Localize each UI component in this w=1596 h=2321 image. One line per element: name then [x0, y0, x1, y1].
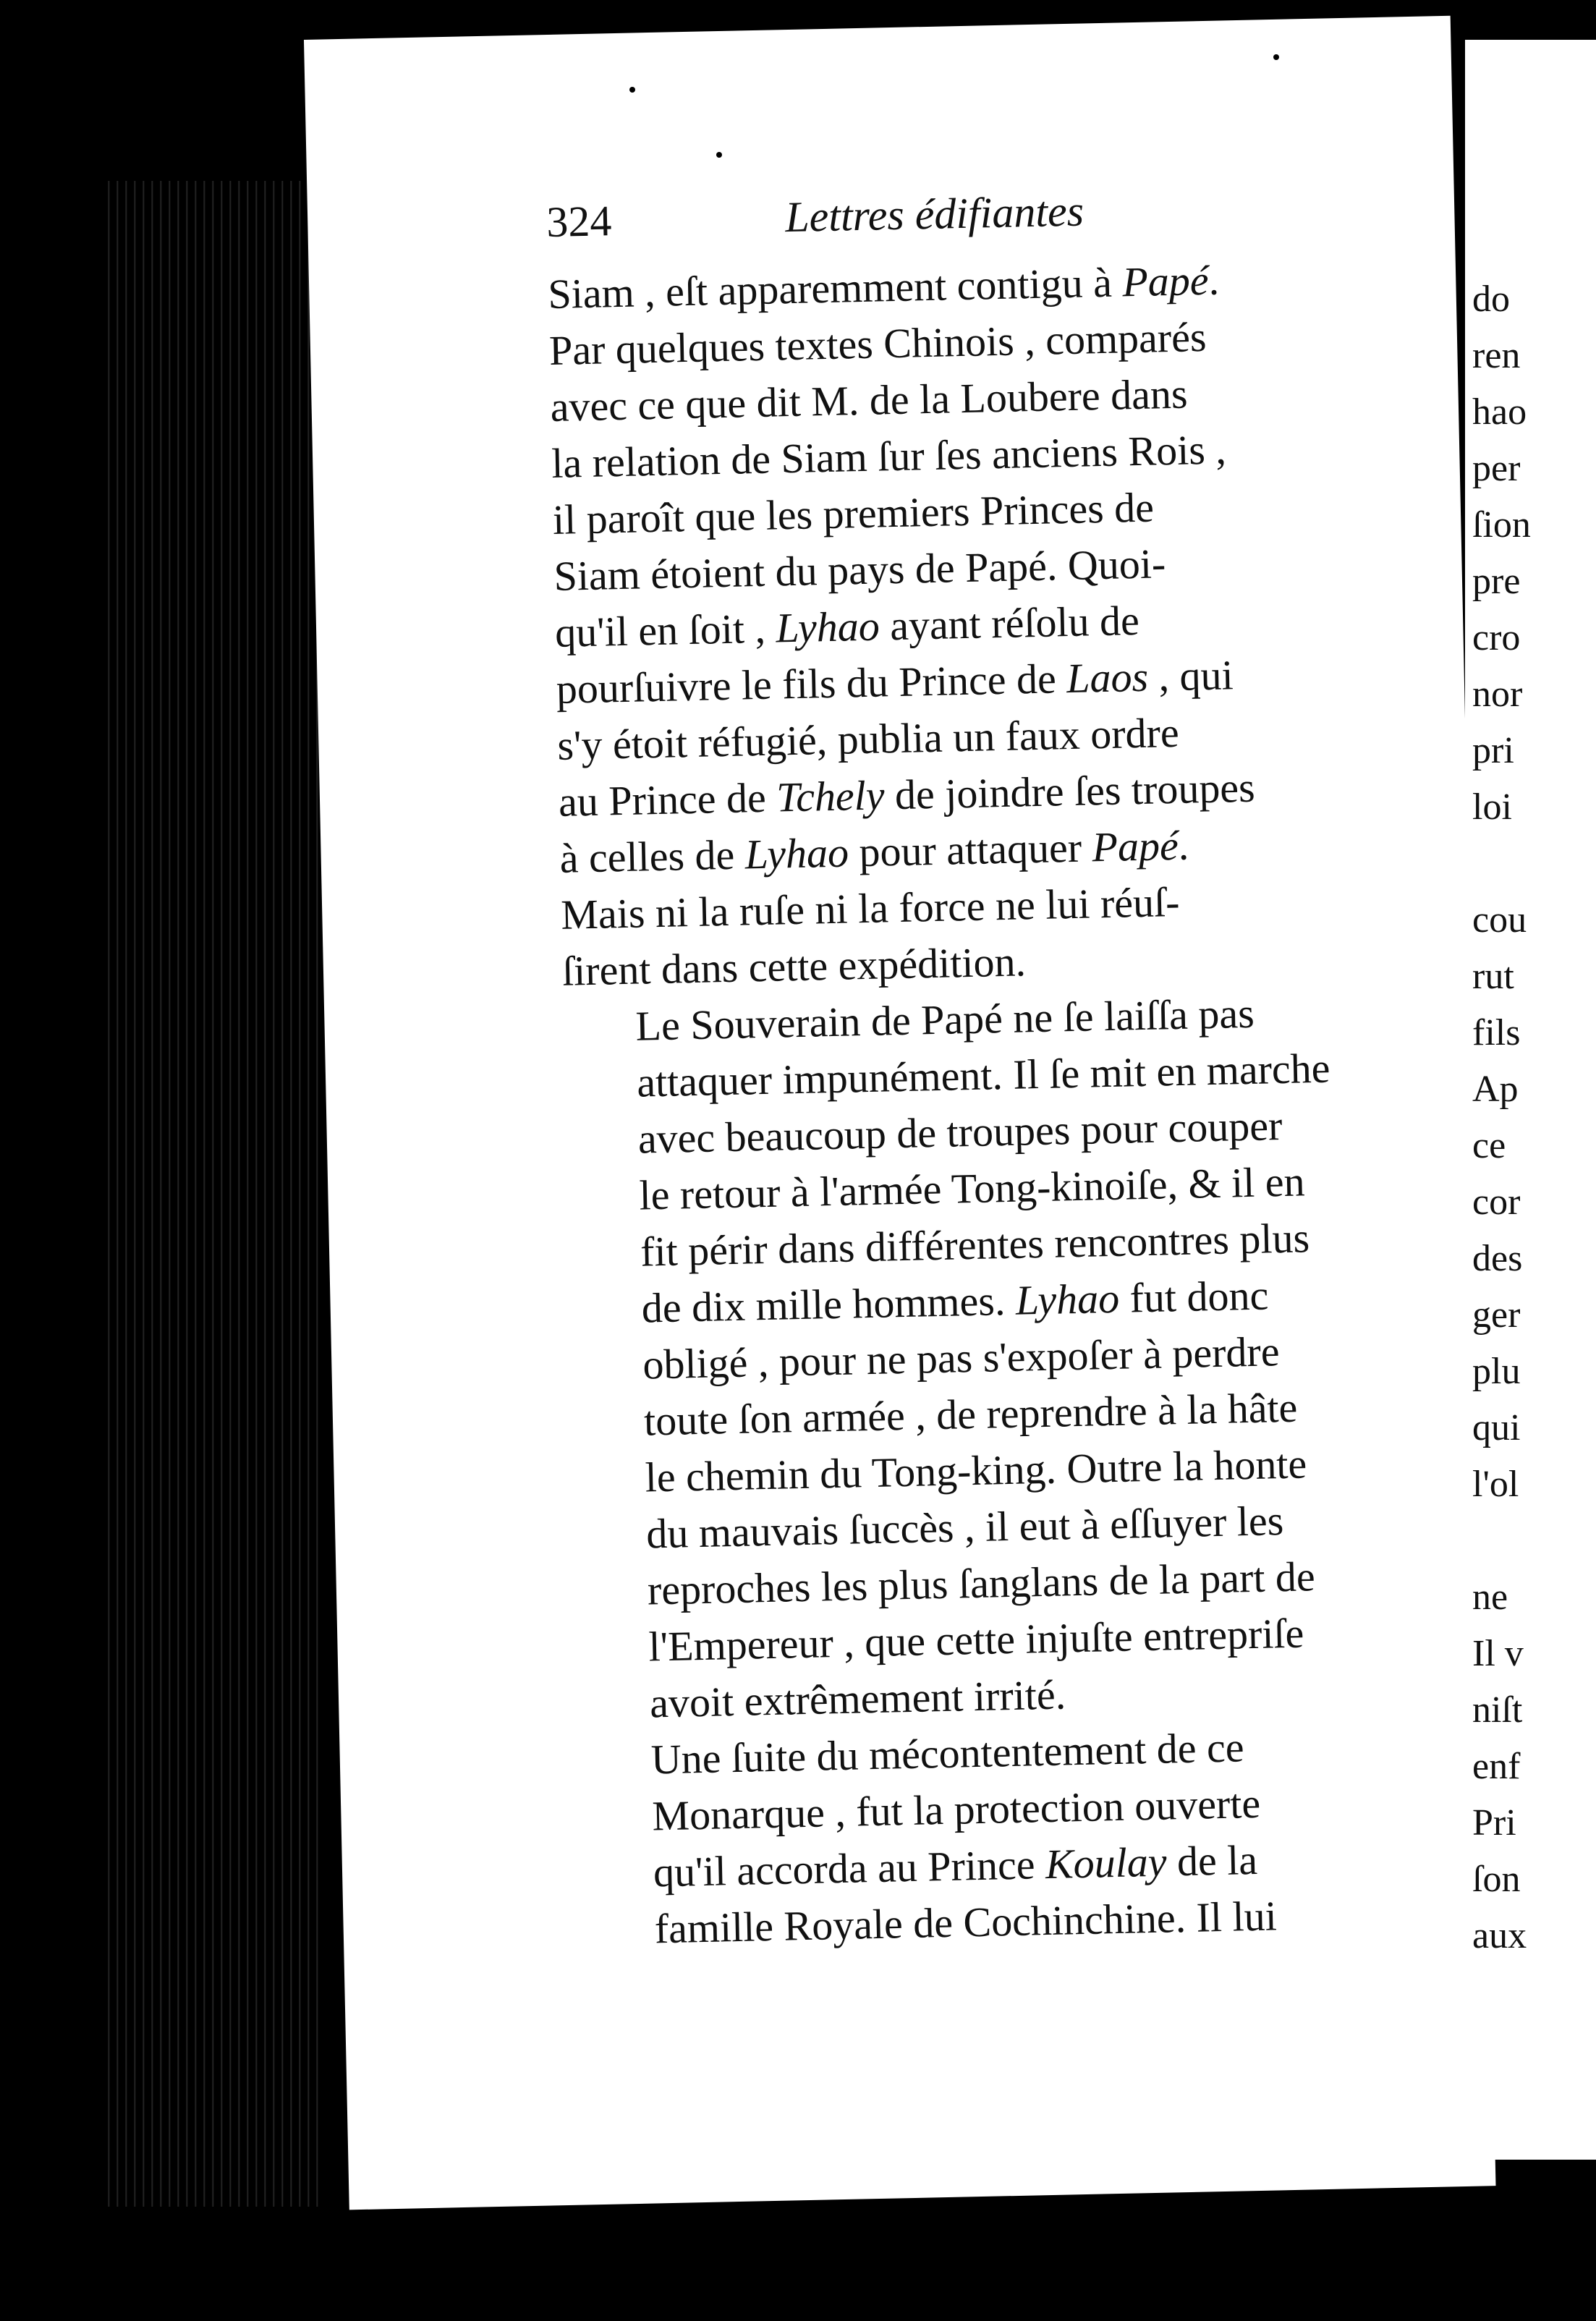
text-run: avec ce que dit M. de la Loubere dans — [550, 370, 1189, 430]
ink-speck — [1273, 54, 1279, 60]
facing-page-fragment: hao — [1472, 391, 1527, 433]
text-run: pour attaquer — [848, 823, 1093, 876]
facing-page-fragment: qui — [1472, 1407, 1521, 1448]
facing-page-fragment: do — [1472, 279, 1510, 320]
facing-page-fragment: loi — [1472, 786, 1512, 828]
facing-page-fragment: ſion — [1472, 504, 1531, 546]
text-run: le retour à l'armée Tong-kinoiſe, & il en — [638, 1158, 1306, 1219]
facing-page-fragment: des — [1472, 1238, 1523, 1279]
text-run: s'y étoit réfugié, publia un faux ordre — [556, 708, 1180, 769]
facing-page-fragment: nor — [1472, 674, 1523, 715]
text-run: attaquer impunément. Il ſe mit en marche — [636, 1044, 1331, 1106]
facing-page-fragment: ren — [1472, 335, 1521, 376]
facing-page-fragment: aux — [1472, 1915, 1527, 1956]
text-run: avoit extrêmement irrité. — [649, 1671, 1066, 1727]
book-spine-edge — [101, 181, 318, 2207]
text-run: . — [1177, 821, 1189, 869]
ink-speck — [629, 87, 635, 93]
facing-page-fragment: niſt — [1472, 1689, 1523, 1731]
left-page — [304, 16, 1495, 2210]
italic-name: Lyhao — [1015, 1274, 1120, 1324]
text-run: reproches les plus ſanglans de la part de — [647, 1553, 1316, 1614]
italic-name: Lyhao — [744, 828, 849, 878]
text-run: de dix mille hommes. — [641, 1276, 1016, 1332]
text-run: Le Souverain de Papé ne ſe laiſſa pas — [634, 989, 1255, 1050]
italic-name: Laos — [1066, 653, 1149, 703]
text-run: le chemin du Tong-king. Outre la honte — [645, 1440, 1307, 1501]
text-run: qu'il en ſoit , — [554, 604, 777, 656]
text-run: pourſuivre le fils du Prince de — [556, 655, 1067, 713]
text-run: Siam étoient du pays de Papé. Quoi- — [553, 540, 1166, 600]
facing-page-fragment: ſon — [1472, 1859, 1521, 1900]
text-run: Monarque , fut la protection ouverte — [651, 1779, 1261, 1840]
text-run: la relation de Siam ſur ſes anciens Rois , — [551, 425, 1227, 487]
text-run: famille Royale de Cochinchine. Il lui — [654, 1892, 1278, 1953]
italic-name: Papé — [1091, 821, 1179, 871]
body-text — [548, 249, 1408, 1959]
italic-name: Lyhao — [775, 602, 880, 652]
facing-page-edge — [1465, 40, 1596, 2160]
text-run: fit périr dans différentes rencontres plus — [640, 1214, 1310, 1276]
italic-name: Tchely — [776, 771, 886, 821]
text-run: du mauvais ſuccès , il eut à eſſuyer les — [645, 1497, 1284, 1558]
facing-page-fragment: ce — [1472, 1125, 1506, 1166]
paragraph-2 — [563, 983, 1403, 1734]
facing-page-fragment: rut — [1472, 956, 1514, 997]
text-run: à celles de — [559, 831, 746, 882]
facing-page-fragment: ne — [1472, 1577, 1508, 1618]
facing-page-fragment: Il v — [1472, 1633, 1524, 1674]
text-run: , qui — [1147, 651, 1234, 700]
text-run: obligé , pour ne pas s'expoſer à perdre — [642, 1328, 1281, 1388]
facing-page-fragments — [1472, 271, 1531, 1964]
text-run: ſirent dans cette expédition. — [561, 938, 1027, 995]
facing-page-fragment: cou — [1472, 899, 1527, 941]
text-run: avec beaucoup de troupes pour couper — [637, 1102, 1283, 1163]
paragraph-1 — [548, 249, 1388, 1000]
running-title: Lettres édifiantes — [784, 187, 1084, 242]
facing-page-fragment: per — [1472, 448, 1521, 489]
ink-speck — [716, 152, 722, 158]
text-run: qu'il accorda au Prince — [653, 1841, 1046, 1896]
text-run: ayant réſolu de — [879, 596, 1140, 650]
facing-page-fragment: enf — [1472, 1746, 1521, 1787]
text-run: . — [1207, 256, 1220, 304]
facing-page-fragment: cor — [1472, 1181, 1521, 1223]
facing-page-fragment: cro — [1472, 617, 1521, 658]
italic-name: Papé — [1121, 256, 1210, 306]
facing-page-fragment: fils — [1472, 1012, 1521, 1053]
page-number: 324 — [546, 197, 613, 247]
text-run: Par quelques textes Chinois , comparés — [548, 313, 1207, 374]
facing-page-fragment: l'ol — [1472, 1464, 1519, 1505]
text-run: il paroît que les premiers Princes de — [552, 483, 1155, 543]
facing-page-fragment: ger — [1472, 1294, 1521, 1336]
text-run: de la — [1166, 1836, 1258, 1885]
text-run: au Prince de — [558, 773, 777, 826]
text-run: fut donc — [1119, 1271, 1269, 1322]
facing-page-fragment — [1472, 1513, 1531, 1569]
text-run: Siam , eſt apparemment contigu à — [547, 258, 1123, 318]
text-run: toute ſon armée , de reprendre à la hâte — [643, 1383, 1298, 1445]
text-run: Une ſuite du mécontentement de ce — [650, 1723, 1245, 1783]
facing-page-fragment: Pri — [1472, 1802, 1516, 1843]
text-run: l'Empereur , que cette injuſte entrepriſe — [648, 1609, 1304, 1671]
italic-name: Koulay — [1045, 1838, 1168, 1888]
text-run: Mais ni la ruſe ni la force ne lui réuſ- — [560, 878, 1181, 938]
facing-page-fragment: pri — [1472, 730, 1514, 771]
facing-page-fragment: Ap — [1472, 1069, 1519, 1110]
text-run: de joindre ſes troupes — [883, 763, 1256, 819]
paragraph-3 — [578, 1716, 1407, 1959]
facing-page-fragment: plu — [1472, 1351, 1521, 1392]
facing-page-fragment — [1472, 836, 1531, 892]
facing-page-fragment: pre — [1472, 561, 1521, 602]
